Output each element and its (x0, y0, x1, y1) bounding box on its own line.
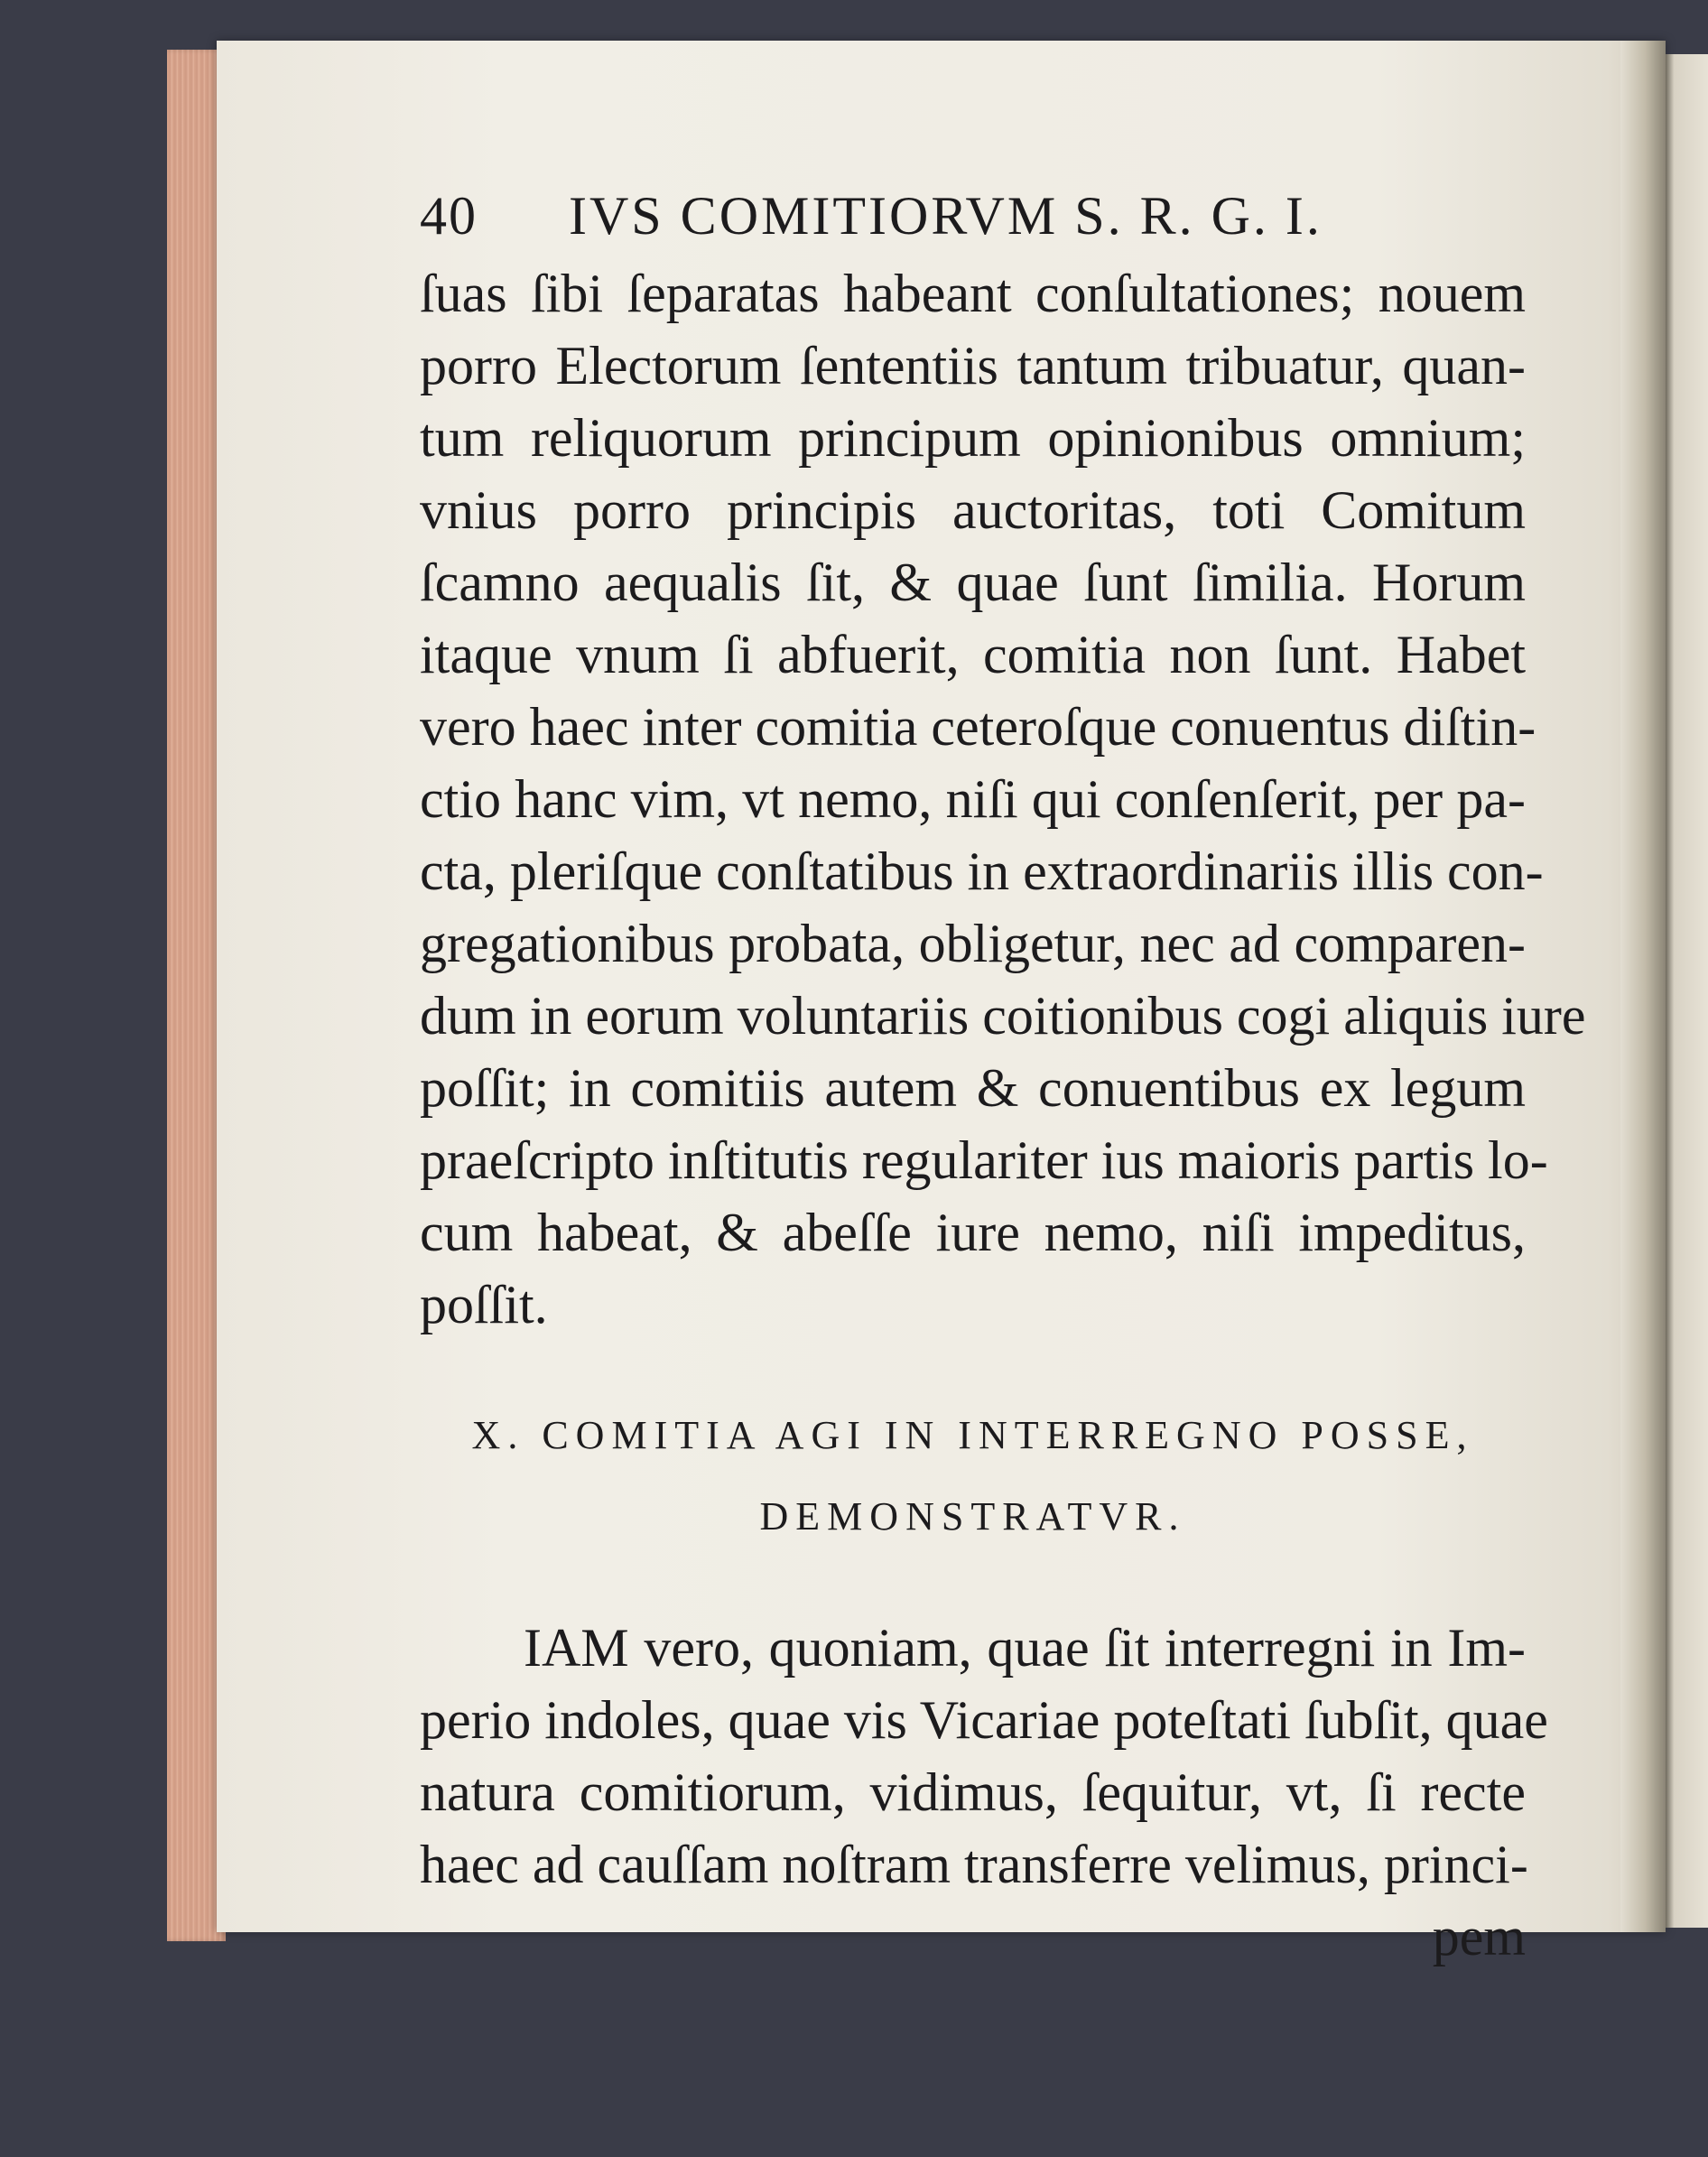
text-line: cum habeat, & abeſſe iure nemo, niſi impeditus, (420, 1203, 1526, 1262)
page-header (420, 176, 1526, 257)
text-line: cta, pleriſque conſtatibus in extraordinariis illis con- (420, 841, 1544, 901)
text-line: IAM vero, quoniam, quae ſit interregni in Im- (524, 1618, 1526, 1678)
text-line: porro Electorum ſententiis tantum tribuatur, quan- (420, 336, 1526, 395)
text-line: praeſcripto inſtitutis regulariter ius maioris partis lo- (420, 1130, 1548, 1190)
text-line: dum in eorum voluntariis coitionibus cogi aliquis iure (420, 986, 1586, 1046)
text-line: perio indoles, quae vis Vicariae poteſtati ſubſit, quae (420, 1690, 1548, 1750)
paragraph-2 (420, 1612, 1548, 1901)
running-title: IVS COMITIORVM S. R. G. I. (569, 186, 1323, 246)
text-line: tum reliquorum principum opinionibus omnium; (420, 408, 1526, 468)
text-line: itaque vnum ſi abfuerit, comitia non ſunt. Habet (420, 625, 1526, 684)
page-text (420, 176, 1586, 1973)
text-line: ſcamno aequalis ſit, & quae ſunt ſimilia. Horum (420, 553, 1526, 612)
text-line: haec ad cauſſam noſtram transferre velimus, princi- (420, 1835, 1528, 1894)
page-number: 40 (420, 186, 478, 246)
text-line: ſuas ſibi ſeparatas habeant conſultationes; nouem (420, 264, 1526, 323)
section-heading: X. COMITIA AGI IN INTERREGNO POSSE, (471, 1413, 1474, 1457)
book-gutter (1620, 41, 1666, 1932)
text-line: poſſit. (420, 1275, 548, 1334)
text-line: vero haec inter comitia ceteroſque conuentus diſtin- (420, 697, 1536, 757)
text-line: ctio hanc vim, vt nemo, niſi qui conſenſerit, per pa- (420, 769, 1526, 829)
text-line: vnius porro principis auctoritas, toti Comitum (420, 480, 1526, 540)
text-line: gregationibus probata, obligetur, nec ad comparen- (420, 914, 1526, 973)
catchword: pem (1432, 1907, 1526, 1966)
paragraph-1 (420, 257, 1586, 1341)
text-line: poſſit; in comitiis autem & conuentibus ex legum (420, 1058, 1526, 1118)
facing-page-edge (1666, 54, 1708, 1928)
section-heading-continued: DEMONSTRATVR. (759, 1494, 1186, 1539)
text-line: natura comitiorum, vidimus, ſequitur, vt, ſi recte (420, 1762, 1526, 1822)
